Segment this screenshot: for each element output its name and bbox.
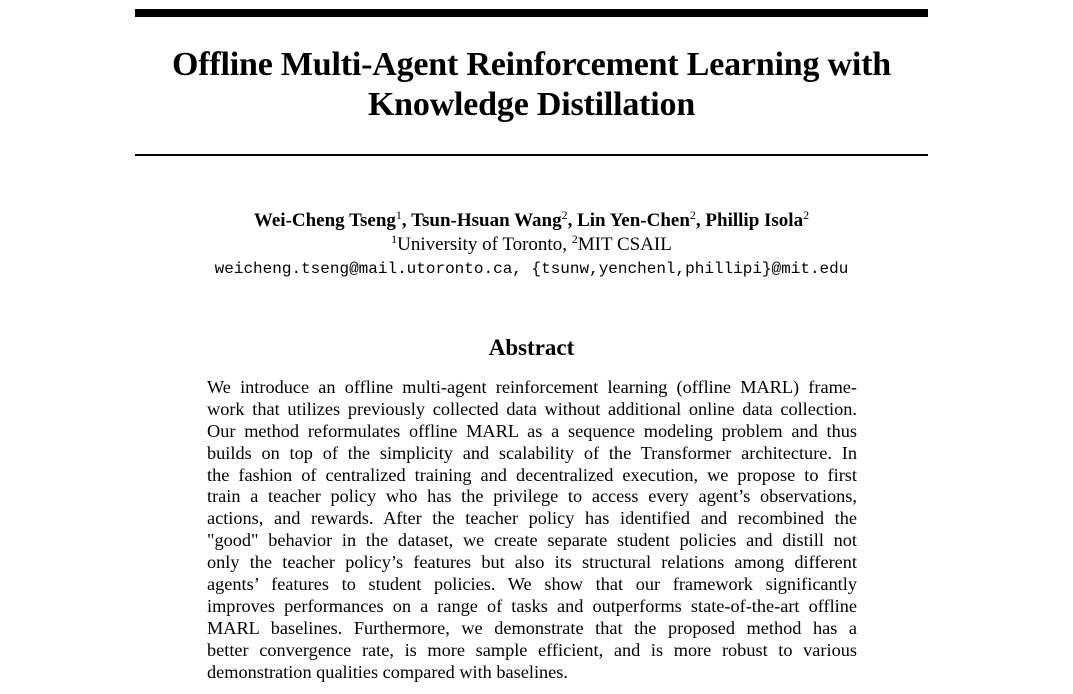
affiliation-separator: , bbox=[562, 234, 572, 255]
author-affiliation-mark: 2 bbox=[689, 208, 696, 222]
author-affiliation-mark: 2 bbox=[561, 208, 568, 222]
affiliation-list bbox=[135, 233, 928, 257]
affiliation-name: MIT CSAIL bbox=[577, 234, 672, 255]
abstract-line: only the teacher policy’s features but also its structural relations among different bbox=[207, 552, 857, 573]
affiliation-mark: 1 bbox=[391, 232, 398, 246]
paper-title bbox=[135, 45, 928, 125]
author-separator: , bbox=[567, 210, 578, 231]
author-emails: weicheng.tseng@mail.utoronto.ca, {tsunw,yenchenl,phillipi}@mit.edu bbox=[214, 260, 849, 278]
affiliation-mark: 2 bbox=[571, 232, 578, 246]
abstract-line: better convergence rate, is more sample efficient, and is more robust to various bbox=[207, 639, 857, 660]
author-name: Lin Yen-Chen bbox=[577, 210, 690, 231]
abstract-line: "good" behavior in the dataset, we create separate student policies and distill not bbox=[207, 530, 857, 551]
title-top-rule bbox=[135, 9, 928, 17]
author-affiliation-mark: 1 bbox=[395, 208, 402, 222]
abstract-body bbox=[207, 377, 857, 683]
author-separator: , bbox=[401, 210, 412, 231]
abstract-line: builds on top of the simplicity and scalability of the Transformer architecture. In bbox=[207, 442, 857, 463]
author-name: Phillip Isola bbox=[705, 210, 804, 231]
author-list bbox=[135, 209, 928, 233]
abstract-line: Our method reformulates offline MARL as a sequence modeling problem and thus bbox=[207, 420, 857, 441]
abstract-line: improves performances on a range of tasks and outperforms state-of-the-art offline bbox=[207, 595, 857, 616]
title-line-2: Knowledge Distillation bbox=[367, 86, 696, 123]
affiliation-name: University of Toronto bbox=[397, 234, 563, 255]
abstract-heading: Abstract bbox=[488, 335, 575, 360]
abstract-line: agents’ features to student policies. We show that our framework significantly bbox=[207, 574, 857, 595]
abstract-line: actions, and rewards. After the teacher policy has identified and recombined the bbox=[207, 508, 857, 529]
author-name: Wei-Cheng Tseng bbox=[253, 210, 396, 231]
title-line-1: Offline Multi-Agent Reinforcement Learning with bbox=[172, 46, 891, 83]
abstract-line: demonstration qualities compared with baselines. bbox=[207, 661, 568, 682]
abstract-line: train a teacher policy who has the privilege to access every agent’s observations, bbox=[207, 486, 857, 507]
author-affiliation-mark: 2 bbox=[803, 208, 810, 222]
author-separator: , bbox=[695, 210, 706, 231]
abstract-line: work that utilizes previously collected data without additional online data collection. bbox=[207, 398, 857, 419]
author-name: Tsun-Hsuan Wang bbox=[411, 210, 562, 231]
abstract-line: We introduce an offline multi-agent reinforcement learning (offline MARL) frame- bbox=[207, 377, 857, 397]
title-bottom-rule bbox=[135, 154, 928, 156]
abstract-line: MARL baselines. Furthermore, we demonstrate that the proposed method has a bbox=[207, 617, 857, 638]
abstract-line: the fashion of centralized training and decentralized execution, we propose to first bbox=[207, 464, 857, 485]
